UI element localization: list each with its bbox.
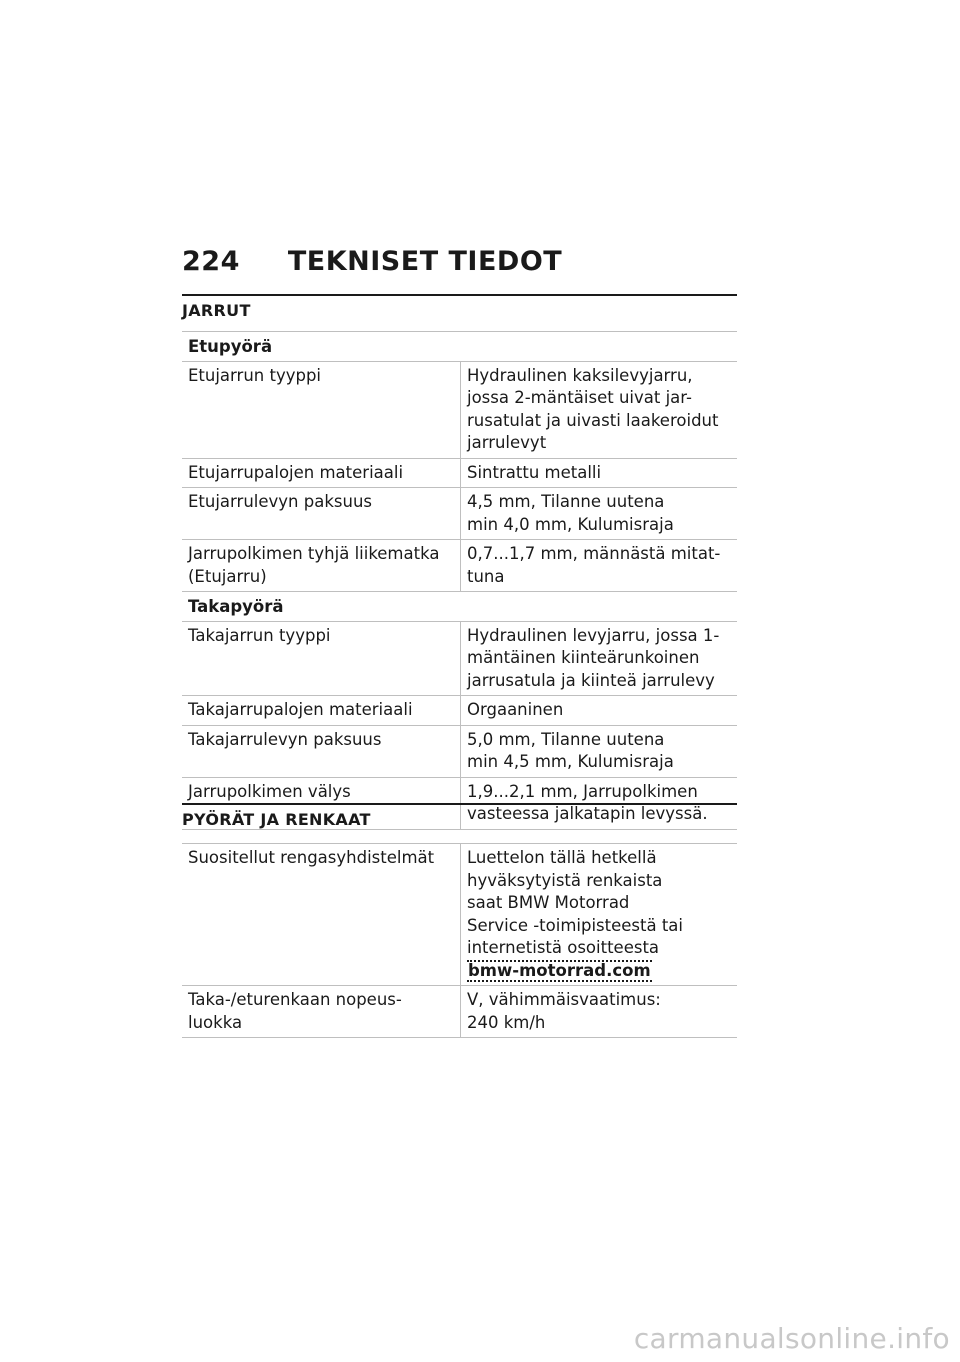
table-row <box>182 986 737 1038</box>
spec-value-line: min 4,0 mm, Kulumisraja <box>467 514 674 534</box>
spec-label-line: Takajarrun tyyppi <box>188 625 331 645</box>
spec-value-line: 4,5 mm, Tilanne uutena <box>467 492 665 511</box>
spec-value <box>461 621 738 696</box>
spec-value <box>461 488 738 540</box>
subheading: Etupyörä <box>182 332 737 362</box>
spec-label <box>182 725 461 777</box>
spec-value-line: jarrulevyt <box>467 433 547 452</box>
spec-label-line: (Etujarru) <box>188 566 267 586</box>
spec-value-line: saat BMW Motorrad <box>467 893 630 912</box>
table-row <box>182 540 737 592</box>
page-title: TEKNISET TIEDOT <box>287 246 563 277</box>
subheading-row <box>182 592 737 622</box>
spec-value-line: Hydraulinen levyjarru, jossa 1- <box>467 625 720 645</box>
table-row <box>182 844 737 986</box>
spec-label-line: Suositellut rengasyhdistelmät <box>188 848 435 867</box>
spec-label <box>182 844 461 986</box>
spec-value <box>461 986 738 1038</box>
spec-value <box>461 725 738 777</box>
spec-value-line: 0,7...1,7 mm, männästä mitat- <box>467 544 721 563</box>
spec-value <box>461 844 738 986</box>
subheading: Takapyörä <box>182 592 737 622</box>
spec-label <box>182 621 461 696</box>
spec-label-line: Jarrupolkimen välys <box>188 781 351 801</box>
spec-label <box>182 458 461 488</box>
spec-value-line: mäntäinen kiinteärunkoinen <box>467 648 700 667</box>
spec-label-line: Etujarrulevyn paksuus <box>188 492 372 511</box>
table-row <box>182 458 737 488</box>
spec-label-line: Takajarrupalojen materiaali <box>188 700 413 719</box>
spec-label <box>182 696 461 726</box>
spec-label-line: Takajarrulevyn paksuus <box>188 729 382 749</box>
page-header <box>182 242 562 282</box>
table-row <box>182 621 737 696</box>
spec-label-line: luokka <box>188 1012 243 1032</box>
spec-label-line: Etujarrun tyyppi <box>188 365 322 385</box>
section-wheels <box>182 803 737 1038</box>
brakes-table <box>182 331 737 830</box>
website-link[interactable]: bmw-motorrad.com <box>468 960 651 980</box>
spec-value-line: V, vähimmäisvaatimus: <box>467 990 661 1009</box>
spec-value-line: rusatulat ja uivasti laakeroidut <box>467 410 719 430</box>
spec-value-line: Hydraulinen kaksilevyjarru, <box>467 365 693 385</box>
spec-value-line: jarrusatula ja kiinteä jarrulevy <box>467 670 715 690</box>
table-row <box>182 488 737 540</box>
spec-value <box>461 696 738 726</box>
table-row <box>182 725 737 777</box>
spec-value-line: hyväksytyistä renkaista <box>467 870 663 890</box>
spec-value <box>461 361 738 458</box>
spec-label-line: Taka-/eturenkaan nopeus- <box>188 990 402 1009</box>
spec-value-line: Sintrattu metalli <box>467 462 602 482</box>
watermark: carmanualsonline.info <box>633 1322 950 1355</box>
spec-label <box>182 361 461 458</box>
spec-label-line: Etujarrupalojen materiaali <box>188 462 404 482</box>
wheels-table <box>182 843 737 1038</box>
spec-label <box>182 540 461 592</box>
table-row <box>182 696 737 726</box>
spec-label <box>182 488 461 540</box>
section-brakes <box>182 294 737 830</box>
section-title-brakes: JARRUT <box>182 294 737 331</box>
spec-label <box>182 986 461 1038</box>
spec-value-line: Luettelon tällä hetkellä <box>467 848 657 867</box>
table-row <box>182 361 737 458</box>
spec-value-line: 240 km/h <box>467 1012 546 1032</box>
spec-value <box>461 540 738 592</box>
section-title-wheels: PYÖRÄT JA RENKAAT <box>182 803 737 843</box>
spec-value-line: tuna <box>467 566 505 586</box>
spec-value-line: internetistä osoitteesta <box>467 938 660 957</box>
spec-label-line: Jarrupolkimen tyhjä liikematka <box>188 544 440 563</box>
spec-value <box>461 458 738 488</box>
page-number: 224 <box>182 246 240 277</box>
spec-value-line: vasteessa jalkatapin levyssä. <box>467 804 708 823</box>
spec-value-line: Service -toimipisteestä tai <box>467 915 683 935</box>
spec-value-line: jossa 2-mäntäiset uivat jar- <box>467 388 692 407</box>
spec-value-line: Orgaaninen <box>467 700 564 719</box>
subheading-row <box>182 332 737 362</box>
spec-value-line: 5,0 mm, Tilanne uutena <box>467 729 665 749</box>
spec-value-line: min 4,5 mm, Kulumisraja <box>467 752 674 771</box>
spec-value-line: 1,9...2,1 mm, Jarrupolkimen <box>467 781 698 801</box>
